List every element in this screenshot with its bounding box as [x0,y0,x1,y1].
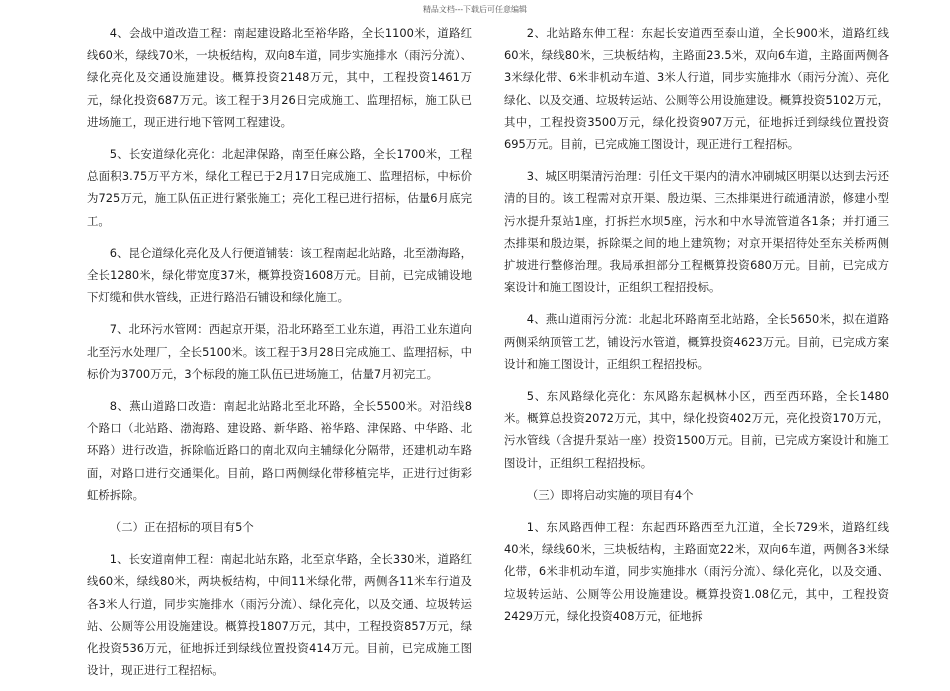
paragraph: 4、会战中道改造工程：南起建设路北至裕华路，全长1100米，道路红线60米，绿线70米，一块板结构，双向8车道，同步实施排水（雨污分流）、绿化亮化及交通设施建设。概算投资2148万元，其中，工程投资1461万元，绿化投资687万元。该工程于3月26日完成施工、监理招标，施工队已进场施工，现正进行地下管网工程建设。 [87,26,472,129]
right-column [504,22,889,637]
paragraph: 1、东风路西伸工程：东起西环路西至九江道，全长729米，道路红线40米，绿线60米，三块板结构，主路面宽22米，双向6车道，两侧各3米绿化带，6米非机动车道，同步实施排水（雨污分流）、绿化亮化，以及交通、垃圾转运站、公厕等公用设施建设。概算投资1.08亿元，其中，工程投资2429万元，绿化投资408万元，征地拆 [504,520,889,623]
paragraph: 7、北环污水管网：西起京开渠，沿北环路至工业东道，再沿工业东道向北至污水处理厂，全长5100米。该工程于3月28日完成施工、监理招标，中标价为3700万元，3个标段的施工队伍已进场施工，估量7月初完工。 [87,322,472,381]
paragraph: 8、燕山道路口改造：南起北站路北至北环路，全长5500米。对沿线8个路口（北站路、渤海路、建设路、新华路、裕华路、津保路、中华路、北环路）进行改造，拆除临近路口的南北双向主辅绿化分隔带，还建机动车路面，对路口进行交通渠化。目前，路口两侧绿化带移植完毕，正进行过街彩虹桥拆除。 [87,399,472,502]
section-heading: （三）即将启动实施的项目有4个 [526,487,694,502]
paragraph: 5、东风路绿化亮化：东风路东起枫林小区，西至西环路，全长1480米。概算总投资2072万元，其中，绿化投资402万元，亮化投资170万元，污水管线（含提升泵站一座）投资1500万元。目前，已完成方案设计和施工图设计，正组织工程招投标。 [504,389,889,470]
paragraph: 1、长安道南伸工程：南起北站东路，北至京华路，全长330米，道路红线60米，绿线80米，两块板结构，中间11米绿化带，两侧各11米车行道及各3米人行道，同步实施排水（雨污分流）、绿化亮化，以及交通、垃圾转运站、公厕等公用设施建设。概算投1807万元，其中，工程投资857万元，绿化投资536万元，征地拆迁到绿线位置投资414万元。目前，已完成施工图设计，现正进行工程招标。 [87,552,472,678]
section-heading: （二）正在招标的项目有5个 [109,520,254,535]
paragraph: 3、城区明渠清污治理：引任文干渠内的清水冲刷城区明渠以达到去污还清的目的。该工程需对京开渠、殷边渠、三杰排渠进行疏通清淤，修建小型污水提升泵站1座，打拆拦水坝5座，污水和中水导流管道各1条；并打通三杰排渠和殷边渠，拆除渠之间的地上建筑物；对京开渠招待处至东关桥两侧扩坡进行整修治理。我局承担部分工程概算投资680万元。目前，已完成方案设计和施工图设计，正组织工程招投标。 [504,169,889,295]
paragraph: 5、长安道绿化亮化：北起津保路，南至任麻公路，全长1700米，工程总面积3.75万平方米，绿化工程已于2月17日完成施工、监理招标，中标价为725万元，施工队伍正进行紧张施工；亮化工程已进行招标，估量6月底完工。 [87,147,472,228]
left-column [87,22,472,691]
paragraph: 4、燕山道雨污分流：北起北环路南至北站路，全长5650米，拟在道路两侧采纳顶管工艺，铺设污水管道，概算投资4623万元。目前，已完成方案设计和施工图设计，正组织工程招投标。 [504,312,889,371]
page-header: 精品文档---下载后可任意编辑 [422,5,528,14]
paragraph: 2、北站路东伸工程：东起长安道西至泰山道，全长900米，道路红线60米，绿线80米，三块板结构，主路面23.5米，双向6车道，主路面两侧各3米绿化带、6米非机动车道、3米人行道，同步实施排水（雨污分流）、亮化绿化、以及交通、垃圾转运站、公厕等公用设施建设。概算投资5102万元，其中，工程投资3500万元，绿化投资907万元，征地拆迁到绿线位置投资695万元。目前，已完成施工图设计，现正进行工程招标。 [504,26,889,152]
paragraph: 6、昆仑道绿化亮化及人行便道铺装：该工程南起北站路，北至渤海路，全长1280米，绿化带宽度37米，概算投资1608万元。目前，已完成铺设地下灯缆和供水管线，正进行路沿石铺设和绿化施工。 [87,245,472,305]
